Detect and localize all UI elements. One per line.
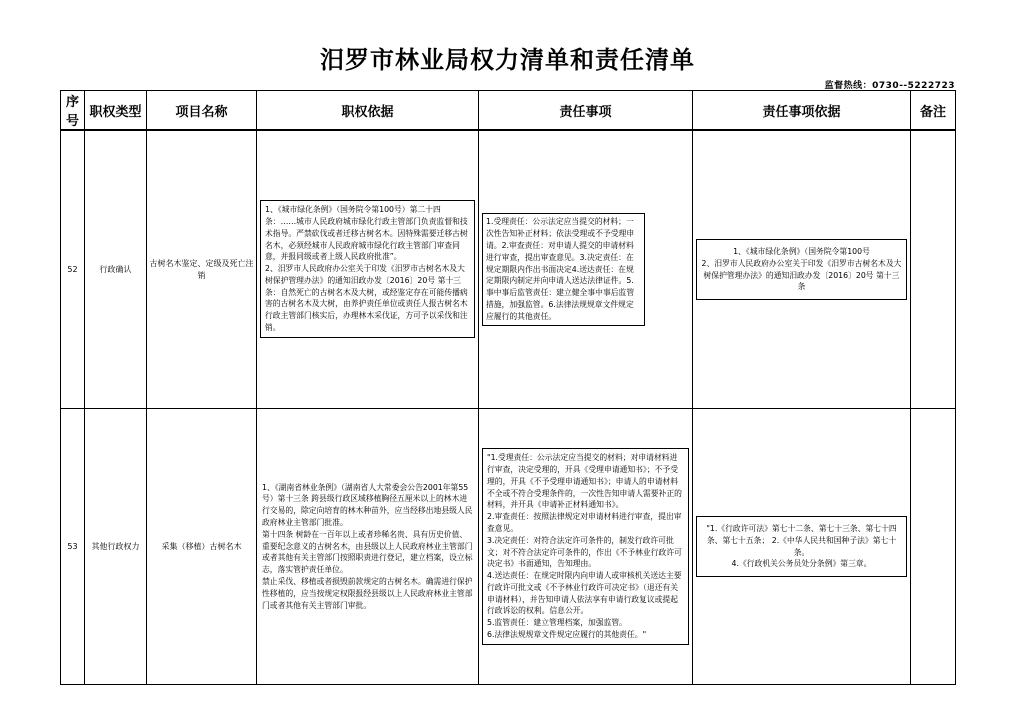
row-citation: "1.《行政许可法》第七十二条、第七十三条、第七十四条、第七十五条； 2.《中华人民共和国种子法》第七十条。 4.《行政机关公务员处分条例》第三章。: [696, 516, 907, 577]
table-row: [61, 130, 956, 409]
row-basis: 1、《湖南省林业条例》（湖南省人大常委会公告2001年第55号）第十三条 跨县级行政区域移植胸径五厘米以上的林木进行交易的，除定向培育的林木种苗外，应当经移出地县级人民政府林业主管部门批准。 第十四条 树龄在一百年以上或者珍稀名贵、具有历史价值、重要纪念意义的古树名木，由县级以上人民政府林业主管部门或者其他有关主管部门按照职责进行登记，建立档案，设立标志，落实管护责任单位。 禁止采伐、移植或者损毁前款规定的古树名木。确需进行保护性移植的，应当按规定权限报经县级以上人民政府林业主管部门或者其他有关主管部门审批。: [262, 482, 473, 610]
row-remark: [911, 130, 956, 409]
header-remark: 备注: [911, 91, 956, 131]
row-name: 古树名木鉴定、定级及死亡注销: [147, 130, 257, 409]
header-name: 项目名称: [147, 91, 257, 131]
row-responsibility-cell: [479, 409, 693, 685]
document-title: 汨罗市林业局权力清单和责任清单: [320, 46, 695, 74]
row-citation-cell: [693, 409, 911, 685]
table-row: [61, 409, 956, 685]
row-basis: 1、《城市绿化条例》（国务院令第100号）第二十四条：……城市人民政府城市绿化行政主管部门负责监督和技术指导。严禁砍伐或者迁移古树名木。因特殊需要迁移古树名木，必须经城市人民政府城市绿化行政主管部门审查同意，并报同级或者上级人民政府批准”。 2、汨罗市人民政府办公室关于印发《汨罗市古树名木及大树保护管理办法》的通知汨政办发〔2016〕20号 第十三条：自然死亡的古树名木及大树，或经鉴定存在可能传播病害的古树名木及大树，由养护责任单位或责任人报古树名木行政主管部门核实后，办理林木采伐证，方可予以采伐和注销。: [260, 200, 475, 338]
header-citation: 责任事项依据: [693, 91, 911, 131]
row-responsibility: "1.受理责任：公示法定应当提交的材料；对申请材料进行审查，决定受理的，开具《受理申请通知书》；不予受理的，开具《不予受理申请通知书》；申请人的申请材料不全或不符合受理条件的，一次性告知申请人需要补正的材料，并开具《申请补正材料通知书》。 2.审查责任：按照法律规定对申请材料进行审查，提出审查意见。 3.决定责任：对符合法定许可条件的，制发行政许可批文；对不符合法定许可条件的，作出《不予林业行政许可决定书》书面通知，告知理由。 4.送达责任：在规定时限内向申请人或审核机关送达主要行政许可批文或《不予林业行政许可决定书》（退还有关申请材料），并告知申请人依法享有申请行政复议或提起行政诉讼的权利。信息公开。 5.监管责任：建立管理档案，加强监管。 6.法律法规规章文件规定应履行的其他责任。": [482, 448, 689, 645]
header-basis: 职权依据: [257, 91, 479, 131]
row-no: 53: [61, 409, 85, 685]
row-name: 采集（移植）古树名木: [147, 409, 257, 685]
header-no: 序号: [61, 91, 85, 131]
row-type: 行政确认: [85, 130, 147, 409]
header-responsibility: 责任事项: [479, 91, 693, 131]
row-basis-cell: [257, 130, 479, 409]
row-basis-cell: [257, 409, 479, 685]
row-responsibility-cell: [479, 130, 693, 409]
row-type: 其他行政权力: [85, 409, 147, 685]
supervision-hotline: 监督热线：0730--5222723: [824, 81, 955, 91]
row-no: 52: [61, 130, 85, 409]
table-header-row: [61, 91, 956, 131]
row-citation: 1、《城市绿化条例》（国务院令第100号 2、汨罗市人民政府办公室关于印发《汨罗市古树名木及大树保护管理办法》的通知汨政办发〔2016〕20号 第十三条: [696, 239, 907, 300]
power-responsibility-table: [60, 90, 956, 685]
row-citation-cell: [693, 130, 911, 409]
header-type: 职权类型: [85, 91, 147, 131]
row-remark: [911, 409, 956, 685]
row-responsibility: 1.受理责任：公示法定应当提交的材料；一次性告知补正材料；依法受理或不予受理申请。2.审查责任：对申请人提交的申请材料进行审查，提出审查意见。3.决定责任：在规定期限内作出书面决定4.送达责任：在规定期限内制定并向申请人送达法律证件。5.事中事后监管责任：建立健全事中事后监管措施，加强监管。6.法律法规规章文件规定应履行的其他责任。: [482, 213, 645, 325]
